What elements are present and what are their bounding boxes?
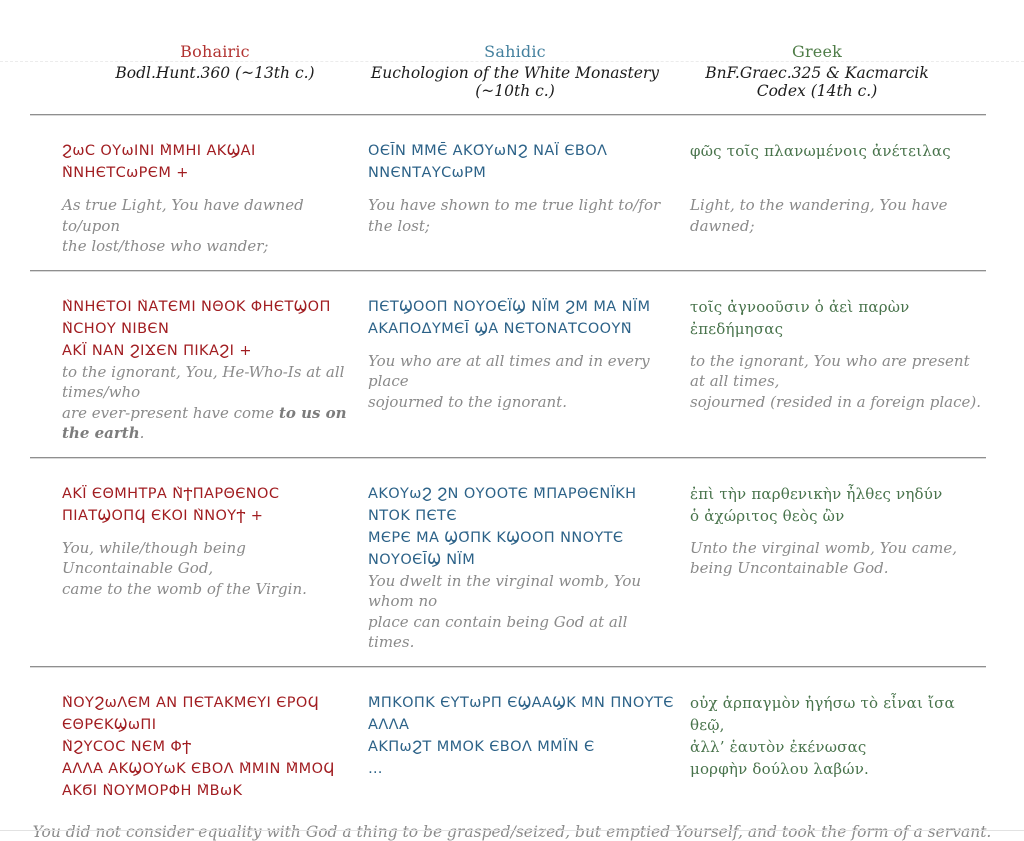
greek-line: μορφὴν δούλου λαβών.: [690, 759, 870, 778]
sahidic-cell: [368, 140, 690, 257]
column-title-sahidic: Sahidic: [484, 42, 546, 61]
translation-line: sojourned (resided in a foreign place).: [690, 392, 982, 411]
coptic-line: ϨωС ΟΥωΙΝΙ Μ̀ΜΗΙ ΑΚϢΑΙ Ν̀ΝΗЄΤСωΡЄΜ +: [62, 143, 256, 181]
translation-line: place can contain being God at all times.: [368, 612, 628, 651]
translation-line: to the ignorant, You, He-Who-Is at all times/who: [62, 362, 345, 401]
translation-line: You, while/though being Uncontainable God,: [62, 538, 246, 577]
greek-translation: [690, 195, 984, 236]
column-title-greek: Greek: [791, 42, 843, 61]
greek-cell: [690, 296, 1000, 444]
sahidic-translation: [368, 351, 674, 413]
bohairic-translation: [62, 538, 352, 600]
coptic-line: ΠЄΤϢΟΟΠ ΝΟΥΟЄΪϢ ΝΪΜ ϨΜ ΜΑ ΝΪΜ: [368, 298, 651, 315]
sahidic-cell: [368, 296, 690, 444]
translation-line: are ever-present have come to us on the earth.: [62, 403, 347, 442]
translation-line: came to the womb of the Virgin.: [62, 579, 307, 598]
translation-line: As true Light, You have dawned to/upon: [62, 196, 304, 235]
greek-translation: [690, 351, 984, 413]
sahidic-cell: [368, 483, 690, 653]
bohairic-text: [62, 692, 352, 802]
bohairic-cell: [62, 483, 368, 653]
column-title-bohairic: Bohairic: [180, 42, 250, 61]
bohairic-cell: [62, 692, 368, 802]
greek-line: ὁ ἀχώριτος θεὸς ὢν: [690, 506, 845, 525]
page-bottom-edge: [0, 830, 1024, 831]
coptic-line: ΑΚϬΙ Ν̀ΟΥΜΟΡΦΗ Μ̀ΒωΚ: [62, 782, 243, 799]
translation-line: Light, to the wandering, You have dawned;: [690, 196, 948, 235]
coptic-line: ΑΚΑΠΟΔΥΜЄῙ ϢΑ ΝЄΤΟΝΑΤСΟΟΥΝ̄: [368, 320, 632, 337]
translation-line: being Uncontainable God.: [690, 559, 889, 577]
sahidic-text: [368, 692, 674, 780]
coptic-line: ΑΚΠωϨΤ ΜΜΟΚ ЄΒΟΛ ΜΜΪΝ Є: [368, 738, 595, 755]
coptic-line: Ν̀ΝΗЄΤΟΙ Ν̀ΑΤЄΜΙ ΝΘΟΚ ΦΗЄΤϢΟΠ Ν̀СΗΟΥ ΝΙΒЄΝ: [62, 298, 331, 337]
greek-cell: [690, 692, 1000, 802]
greek-line: φῶς τοῖς πλανωμένοις ἀνέτειλας: [690, 142, 951, 160]
sahidic-text: [368, 296, 674, 351]
greek-line: ἐπὶ τὴν παρθενικὴν ἦλθες νηδύν: [690, 484, 943, 503]
greek-text: [690, 296, 984, 351]
sahidic-text: [368, 140, 674, 195]
combined-translation: You did not consider equality with God a thing to be grasped/seized, but emptied Yourself, and took the form of a servant.: [32, 822, 992, 841]
coptic-line: Ν̀ΟΥϨωΛЄΜ ΑΝ ΠЄΤΑΚΜЄΥΙ ЄΡΟϤ ЄΘΡЄΚϢωΠΙ: [62, 694, 320, 733]
table-row: [62, 459, 1024, 666]
sahidic-translation: [368, 195, 674, 236]
bohairic-translation: [62, 362, 352, 444]
greek-line: ἀλλ’ ἑαυτὸν ἐκένωσας: [690, 737, 867, 756]
table-row: [62, 116, 1024, 270]
greek-cell: [690, 140, 1000, 257]
greek-cell: [690, 483, 1000, 653]
coptic-line: ΑΚΪ ЄΘΜΗΤΡΑ Ν̀ϮΠΑΡΘЄΝΟС: [62, 485, 280, 502]
header-greek: [690, 42, 1000, 100]
header-sahidic: [368, 42, 690, 100]
translation-line: You who are at all times and in every place: [368, 351, 650, 390]
column-source-bohairic: Bodl.Hunt.360 (~13th c.): [115, 64, 315, 82]
table-row: [62, 668, 1024, 815]
bohairic-text: [62, 483, 352, 538]
bohairic-cell: [62, 296, 368, 444]
coptic-line: ΑΛΛΑ ΑΚϢΟΥωΚ ЄΒΟΛ Μ̀ΜΙΝ Μ̀ΜΟϤ: [62, 760, 335, 777]
coptic-line: ΠΙΑΤϢΟΠϤ ЄΚΟΙ Ν̀ΝΟΥϮ +: [62, 507, 264, 524]
coptic-line: …: [368, 760, 383, 777]
translation-line: You dwelt in the virginal womb, You whom no: [368, 571, 642, 610]
translation-line: You have shown to me true light to/for the lost;: [368, 196, 661, 235]
page-top-divider: [0, 61, 1024, 62]
translation-line: the lost/those who wander;: [62, 237, 269, 255]
greek-line: οὐχ ἁρπαγμὸν ἡγήσω τὸ εἶναι ἴσα θεῷ,: [690, 693, 955, 734]
greek-text: [690, 692, 984, 780]
translation-line: to the ignorant, You who are present at all times,: [690, 351, 970, 390]
header-bohairic: [62, 42, 368, 100]
sahidic-cell: [368, 692, 690, 802]
coptic-line: ΑΚΟΥωϨ ϨΝ ΟΥΟΟΤЄ Μ̄ΠΑΡΘЄΝΪΚΗ ΝΤΟΚ ΠЄΤЄ: [368, 485, 637, 524]
table-header: [62, 42, 1024, 100]
emphasized-phrase: to us on the earth: [62, 403, 347, 442]
column-source-sahidic: Euchologion of the White Monastery (~10th c.): [370, 64, 660, 100]
bohairic-cell: [62, 140, 368, 257]
coptic-line: ΑΚΪ ΝΑΝ ϨΙϪЄΝ ΠΙΚΑϨΙ +: [62, 342, 252, 359]
coptic-line: Μ̄ΠΚΟΠΚ ЄΥΤωΡΠ ЄϢΑΑϢΚ ΜΝ ΠΝΟΥΤЄ ΑΛΛΑ: [368, 694, 674, 733]
translation-line: Unto the virginal womb, You came,: [690, 538, 957, 557]
coptic-line: ΟЄῙΝ Μ̄ΜЄ̄ ΑΚΟ̄ΥωΝϨ ΝΑΪ ЄΒΟΛ ΝΝЄΝΤΑΥСωΡΜ: [368, 143, 608, 181]
table-row: [62, 272, 1024, 457]
bohairic-text: [62, 140, 352, 195]
document-page: [0, 42, 1024, 841]
bohairic-translation: [62, 195, 352, 257]
greek-translation: [690, 538, 984, 579]
sahidic-translation: [368, 571, 674, 653]
sahidic-text: [368, 483, 674, 571]
column-source-greek: BnF.Graec.325 & Kacmarcik Codex (14th c.): [705, 64, 929, 100]
greek-text: [690, 140, 984, 195]
coptic-line: Ν̀ϨΥСΟС ΝЄΜ ΦϮ: [62, 738, 192, 755]
coptic-line: ΜЄΡЄ ΜΑ ϢΟ̄ΠΚ ΚϢΟΟΠ ΝΝΟΥΤЄ ΝΟΥΟЄῙϢ ΝΪΜ: [368, 529, 624, 568]
translation-line: sojourned to the ignorant.: [368, 392, 567, 411]
bohairic-text: [62, 296, 352, 362]
greek-line: τοῖς ἀγνοοῦσιν ὁ ἀεὶ παρὼν ἐπεδήμησας: [690, 297, 910, 338]
greek-text: [690, 483, 984, 538]
